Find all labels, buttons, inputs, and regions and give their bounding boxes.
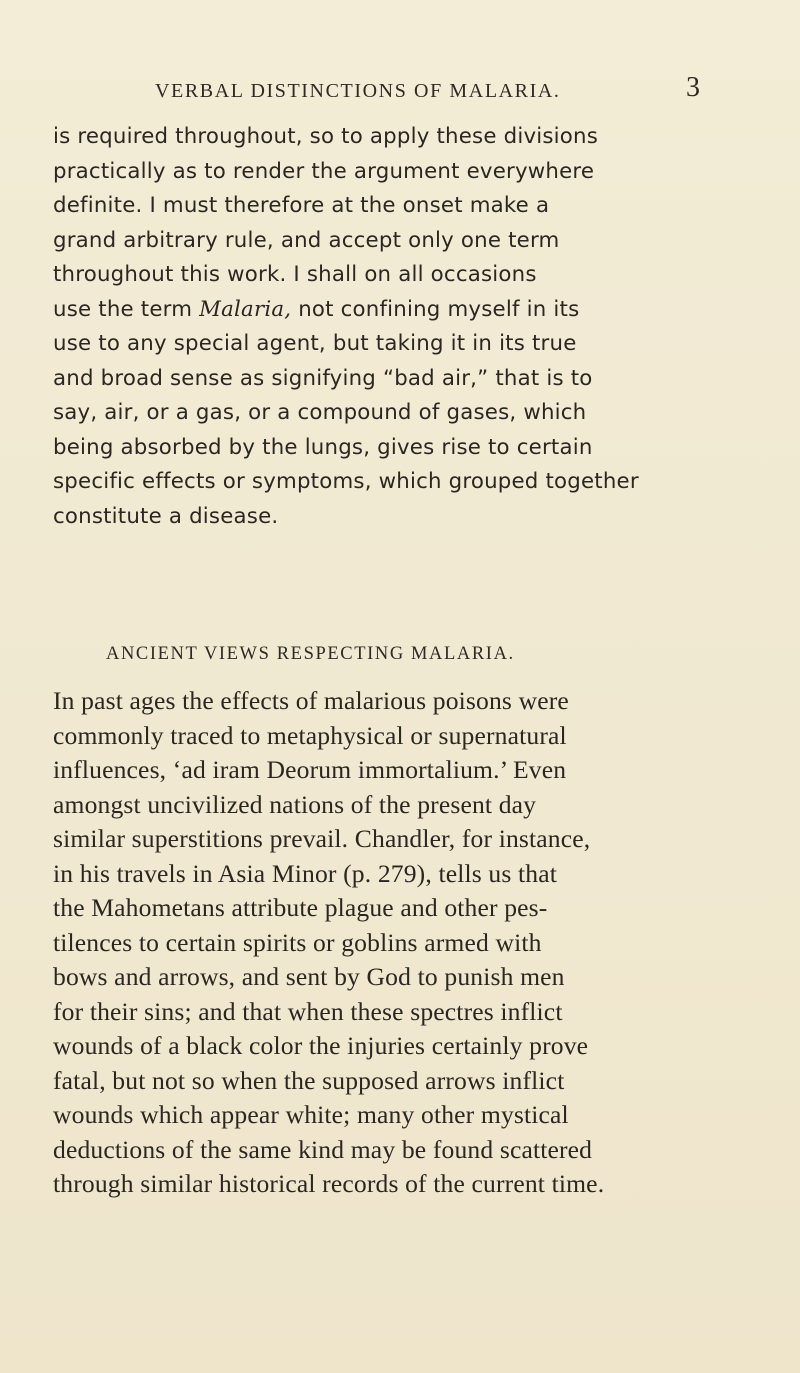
- body-paragraph-1: [53, 120, 753, 534]
- text-line: In past ages the effects of malarious poisons were: [53, 686, 569, 715]
- text-run: not confining myself in its: [291, 296, 580, 322]
- text-line: throughout this work. I shall on all occasions: [53, 262, 537, 287]
- text-line: definite. I must therefore at the onset make a: [53, 193, 550, 218]
- text-line: for their sins; and that when these spectres inflict: [53, 996, 563, 1026]
- text-line: the Mahometans attribute plague and other pes-: [53, 893, 548, 922]
- text-line: similar superstitions prevail. Chandler, for instance,: [53, 824, 591, 853]
- section-heading: ANCIENT VIEWS RESPECTING MALARIA.: [106, 644, 515, 664]
- text-line: in his travels in Asia Minor (p. 279), tells us that: [53, 858, 557, 888]
- text-line: practically as to render the argument everywhere: [53, 158, 595, 184]
- page-number: 3: [686, 72, 700, 103]
- text-line: say, air, or a gas, or a compound of gases, which: [53, 400, 587, 425]
- text-line: through similar historical records of the current time.: [53, 1169, 605, 1198]
- italic-term: Malaria,: [199, 296, 292, 322]
- running-title: VERBAL DISTINCTIONS OF MALARIA.: [155, 80, 561, 102]
- text-line: constitute a disease.: [53, 503, 279, 529]
- text-line: wounds of a black color the injuries certainly prove: [53, 1031, 589, 1060]
- text-line: wounds which appear white; many other mystical: [53, 1100, 569, 1129]
- text-line: influences, ‘ad iram Deorum immortalium.’ Even: [53, 755, 567, 784]
- text-line: deductions of the same kind may be found scattered: [53, 1134, 593, 1164]
- text-line: use to any special agent, but taking it in its true: [53, 331, 577, 356]
- text-line: commonly traced to metaphysical or supernatural: [53, 720, 567, 750]
- text-line: amongst uncivilized nations of the present day: [53, 789, 537, 819]
- text-line: fatal, but not so when the supposed arrows inflict: [53, 1065, 565, 1095]
- text-line: being absorbed by the lungs, gives rise to certain: [53, 434, 593, 460]
- body-paragraph-2: [53, 684, 753, 1202]
- text-run: use the term: [53, 296, 200, 322]
- text-line: [53, 293, 753, 328]
- text-line: is required throughout, so to apply these divisions: [53, 124, 599, 149]
- text-line: specific effects or symptoms, which grouped together: [53, 469, 639, 494]
- text-line: and broad sense as signifying “bad air,” that is to: [53, 365, 593, 391]
- text-line: tilences to certain spirits or goblins armed with: [53, 927, 542, 957]
- text-line: grand arbitrary rule, and accept only one term: [53, 227, 560, 253]
- text-line: bows and arrows, and sent by God to punish men: [53, 962, 565, 991]
